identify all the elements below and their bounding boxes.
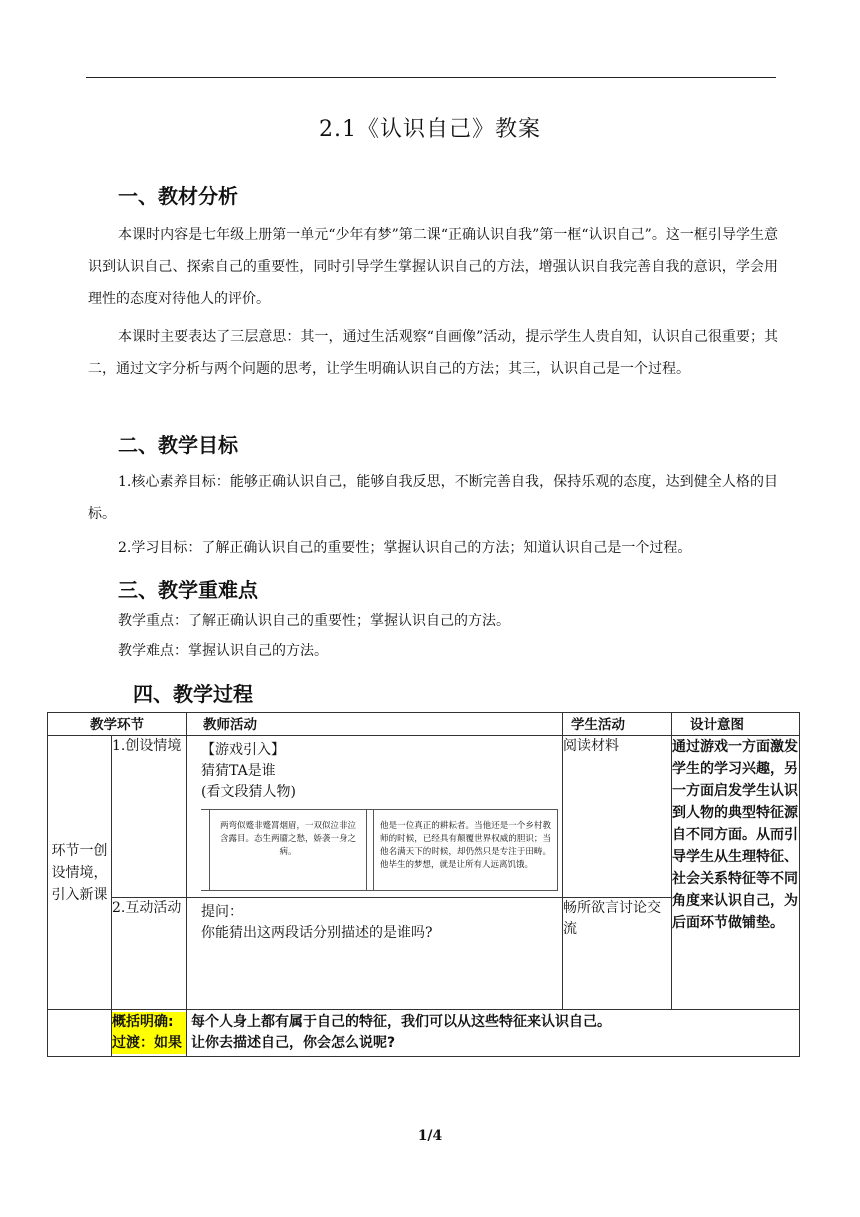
quote-two: 他是一位真正的耕耘者。当他还是一个乡村教师的时候，已经具有颠覆世界权威的胆识；当他名满天下的时候，却仍然只是专注于田畴。他毕生的梦想，就是让所有人远离饥饿。 <box>374 810 558 890</box>
table-header-row <box>48 713 800 736</box>
paragraph-analysis-2: 本课时主要表达了三层意思：其一，通过生活观察“自画像”活动，提示学生人贵自知，认识自己很重要；其二，通过文字分析与两个问题的思考，让学生明确认识自己的方法；其三，认识自己是一个过程。 <box>88 329 778 377</box>
section-heading-objectives: 二、教学目标 <box>118 433 238 457</box>
student-cell-1: 阅读材料 <box>563 736 672 898</box>
student-cell-2: 畅所欲言讨论交流 <box>563 898 672 1010</box>
difficulty-line: 教学难点：掌握认识自己的方法。 <box>118 643 328 659</box>
guess-hint-label: (看文段猜人物) <box>201 784 296 800</box>
step-cell-2: 2.互动活动 <box>112 898 187 1010</box>
paragraph-objective-2: 2.学习目标：了解正确认识自己的重要性；掌握认识自己的方法；知道认识自己是一个过程。 <box>118 540 692 556</box>
paragraph-objective-1: 1.核心素养目标：能够正确认识自己，能够自我反思，不断完善自我，保持乐观的态度，达到健全人格的目标。 <box>88 474 778 522</box>
header-teacher: 教师活动 <box>187 713 563 736</box>
header-student: 学生活动 <box>563 713 672 736</box>
table-row <box>48 736 800 898</box>
game-intro-label: 【游戏引入】 <box>201 742 285 758</box>
summary-label-cell <box>112 1010 187 1057</box>
header-rule <box>86 77 776 78</box>
summary-text-cell <box>187 1010 800 1057</box>
design-intent-cell: 通过游戏一方面激发学生的学习兴趣，另一方面启发学生认识到人物的典型特征源自不同方面。从而引导学生从生理特征、社会关系特征等不同角度来认识自己，为后面环节做铺垫。 <box>672 736 800 1010</box>
quote-panel <box>201 809 558 891</box>
document-title: 2.1《认识自己》教案 <box>319 117 541 142</box>
transition-label: 过渡：如果 <box>112 1033 186 1054</box>
keypoint-line: 教学重点：了解正确认识自己的重要性；掌握认识自己的方法。 <box>118 613 510 629</box>
transition-text: 让你去描述自己，你会怎么说呢? <box>191 1035 396 1051</box>
paragraph-analysis-1: 本课时内容是七年级上册第一单元“少年有梦”第二课“正确认识自我”第一框“认识自己”。这一框引导学生意识到认识自己、探索自己的重要性，同时引导学生掌握认识自己的方法，增强认识自我完善自我的意识，学会用理性的态度对待他人的评价。 <box>88 227 778 307</box>
teacher-cell-2 <box>187 898 563 1010</box>
summary-row <box>48 1010 800 1057</box>
teacher-cell-1 <box>187 736 563 898</box>
section-heading-process: 四、教学过程 <box>133 682 253 706</box>
guess-who-label: 猜猜TA是谁 <box>201 763 276 779</box>
summary-label: 概括明确: <box>112 1012 186 1033</box>
section-heading-keypoints: 三、教学重难点 <box>118 578 258 602</box>
page-number: 1/4 <box>417 1128 443 1144</box>
question-text: 你能猜出这两段话分别描述的是谁吗? <box>201 925 433 941</box>
summary-text: 每个人身上都有属于自己的特征，我们可以从这些特征来认识自己。 <box>191 1014 611 1030</box>
header-stage: 教学环节 <box>48 713 187 736</box>
section-heading-analysis: 一、教材分析 <box>118 184 238 208</box>
step-cell-1: 1.创设情境 <box>112 736 187 898</box>
stage-cell: 环节一创设情境，引入新课 <box>48 736 112 1010</box>
quote-one: 两弯似蹙非蹙罥烟眉，一双似泣非泣含露目。态生两靥之愁，娇袭一身之病。 <box>210 810 367 890</box>
lesson-table <box>47 712 800 1057</box>
header-design: 设计意图 <box>672 713 800 736</box>
question-label: 提问： <box>201 904 243 920</box>
